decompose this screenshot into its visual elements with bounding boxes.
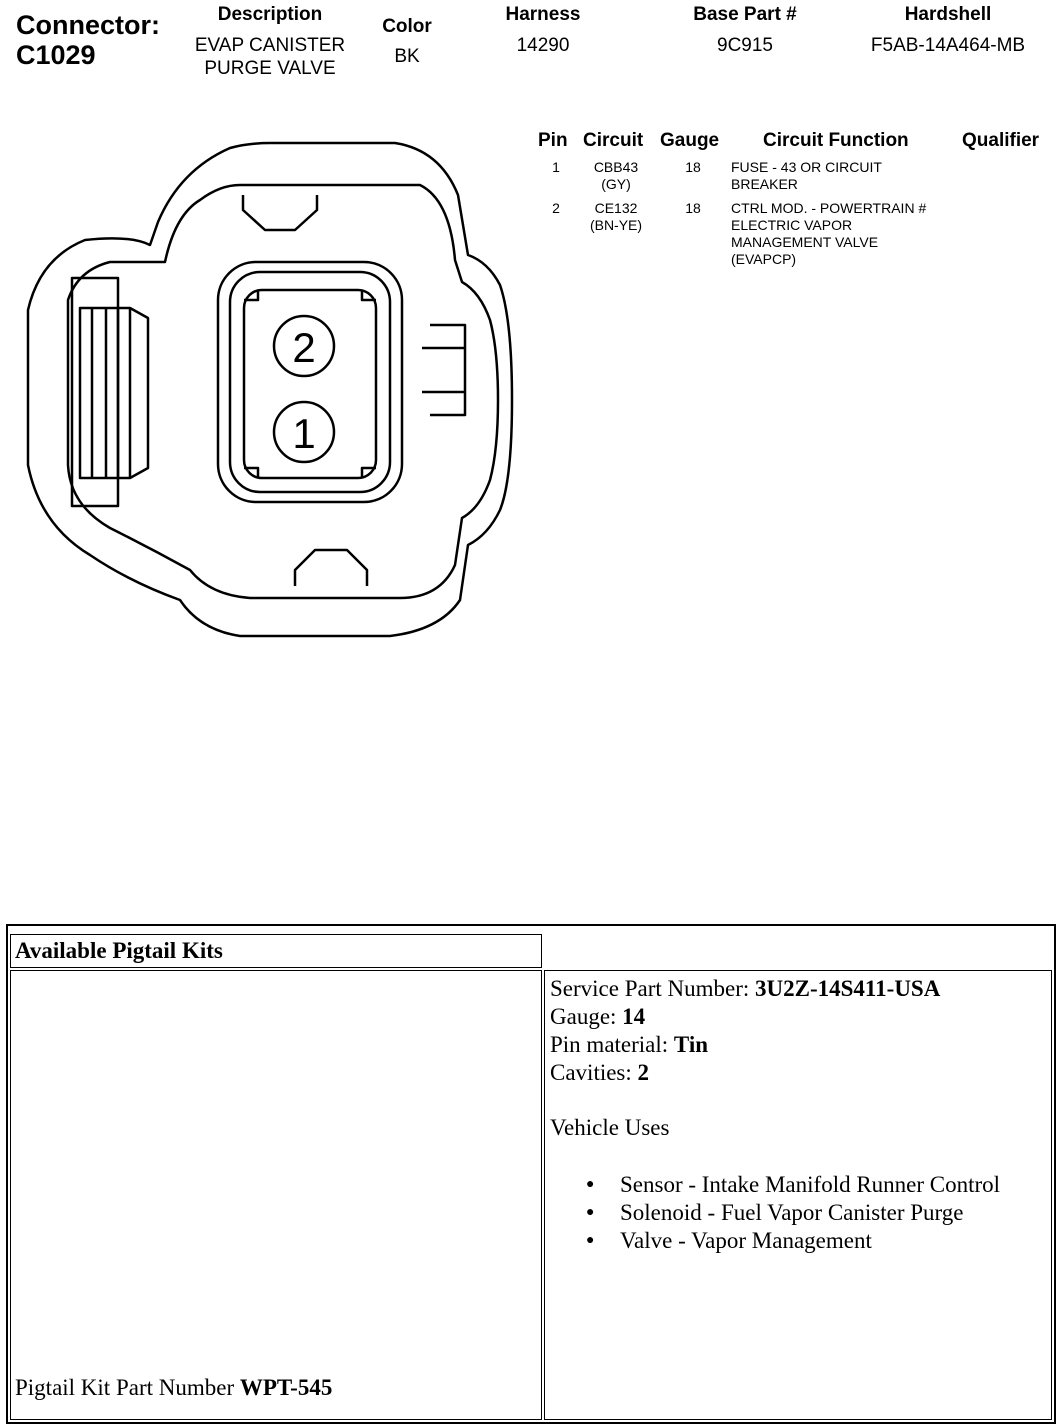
circuit-id: CE132 bbox=[594, 200, 638, 216]
pigtail-kit-part-number bbox=[15, 1374, 332, 1402]
circuit-function-line: CTRL MOD. - POWERTRAIN # bbox=[731, 200, 927, 216]
harness-label: Harness bbox=[505, 4, 581, 25]
pin-material-value: Tin bbox=[673, 1032, 709, 1057]
circuit-function-line: (EVAPCP) bbox=[731, 251, 797, 267]
list-item: ● Valve - Vapor Management bbox=[586, 1227, 1000, 1255]
kit-part-value: WPT-545 bbox=[239, 1375, 333, 1400]
connector-face-diagram bbox=[0, 130, 530, 650]
color-value: BK bbox=[394, 46, 420, 67]
top-latch-tab bbox=[243, 195, 317, 230]
pin-material-row bbox=[550, 1031, 1000, 1059]
circuit-wire-color: (GY) bbox=[601, 176, 631, 192]
cavities-row bbox=[550, 1059, 1000, 1087]
pigtail-details-cell bbox=[544, 970, 1052, 1420]
service-part-label: Service Part Number: bbox=[550, 976, 756, 1001]
terminal-cavity-frame-inner bbox=[230, 272, 390, 492]
circuit-code bbox=[576, 200, 656, 234]
harness-value: 14290 bbox=[516, 35, 570, 56]
housing-outline bbox=[28, 143, 512, 636]
pin-column-header: Pin bbox=[538, 130, 568, 151]
pin-2-label: 2 bbox=[292, 324, 316, 371]
circuit-wire-color: (BN-YE) bbox=[589, 217, 643, 233]
connector-label: Connector: bbox=[16, 10, 160, 40]
hardshell-label: Hardshell bbox=[904, 4, 992, 25]
bottom-latch-tab bbox=[295, 550, 367, 586]
base-part-value: 9C915 bbox=[717, 35, 773, 56]
circuit-function bbox=[731, 200, 971, 268]
circuit-function-line: ELECTRIC VAPOR bbox=[731, 217, 853, 233]
circuit-function-line: FUSE - 43 OR CIRCUIT bbox=[731, 159, 882, 175]
pin-number: 2 bbox=[552, 200, 560, 216]
cavities-label: Cavities: bbox=[550, 1060, 638, 1085]
pigtail-image-cell bbox=[10, 970, 542, 1420]
circuit-function bbox=[731, 159, 971, 193]
gauge-column-header: Gauge bbox=[660, 130, 720, 151]
wire-gauge: 18 bbox=[685, 200, 701, 216]
circuit-id: CBB43 bbox=[593, 159, 639, 175]
right-key bbox=[430, 325, 465, 415]
wire-gauge: 18 bbox=[685, 159, 701, 175]
circuit-function-column-header: Circuit Function bbox=[763, 130, 909, 151]
pin-number: 1 bbox=[552, 159, 560, 175]
pigtail-kits-title: Available Pigtail Kits bbox=[15, 938, 223, 963]
vehicle-uses-list bbox=[586, 1171, 1000, 1255]
list-item: ● Sensor - Intake Manifold Runner Control bbox=[586, 1171, 1000, 1199]
base-part-label: Base Part # bbox=[693, 4, 797, 25]
gauge-label: Gauge: bbox=[550, 1004, 623, 1029]
kit-part-label: Pigtail Kit Part Number bbox=[15, 1375, 240, 1400]
service-part-number bbox=[550, 975, 1000, 1003]
circuit-function-line: MANAGEMENT VALVE bbox=[731, 234, 879, 250]
pin-1-label: 1 bbox=[292, 410, 316, 457]
service-part-value: 3U2Z-14S411-USA bbox=[755, 976, 941, 1001]
connector-id: C1029 bbox=[16, 40, 96, 70]
cavities-value: 2 bbox=[637, 1060, 650, 1085]
description-value bbox=[160, 34, 380, 80]
pigtail-kits-title-cell bbox=[10, 934, 542, 968]
description-line-1: EVAP CANISTER bbox=[194, 35, 346, 56]
gauge-value: 14 bbox=[622, 1004, 646, 1029]
circuit-column-header: Circuit bbox=[583, 130, 644, 151]
qualifier-column-header: Qualifier bbox=[962, 130, 1040, 151]
list-item: ● Solenoid - Fuel Vapor Canister Purge bbox=[586, 1199, 1000, 1227]
pin-material-label: Pin material: bbox=[550, 1032, 674, 1057]
circuit-function-line: BREAKER bbox=[731, 176, 798, 192]
color-label: Color bbox=[382, 16, 432, 37]
hardshell-value: F5AB-14A464-MB bbox=[870, 35, 1026, 56]
circuit-code bbox=[576, 159, 656, 193]
description-label: Description bbox=[217, 4, 323, 25]
vehicle-uses-heading: Vehicle Uses bbox=[550, 1115, 670, 1140]
description-line-2: PURGE VALVE bbox=[204, 58, 336, 79]
gauge-row bbox=[550, 1003, 1000, 1031]
